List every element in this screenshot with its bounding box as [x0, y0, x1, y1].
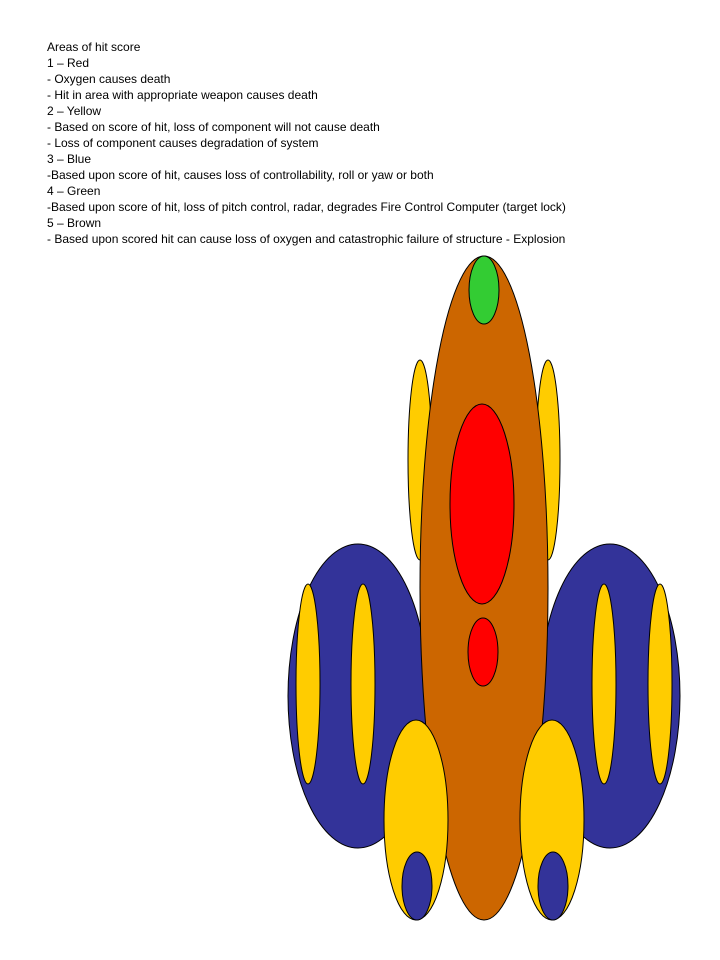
legend-line-brown-explosion: - Based upon scored hit can cause loss of oxygen and catastrophic failure of structure - Explosion: [47, 232, 566, 246]
green-nose: [469, 256, 499, 324]
legend-line-yellow-degradation: - Loss of component causes degradation of system: [47, 136, 319, 150]
red-cockpit-zone: [450, 404, 514, 604]
red-small-zone: [468, 618, 498, 686]
legend-title: Areas of hit score: [47, 40, 141, 54]
legend-line-brown-heading: 5 – Brown: [47, 216, 102, 230]
left-blue-nozzle: [402, 852, 432, 920]
legend-line-blue-heading: 3 – Blue: [47, 152, 92, 166]
right-blue-nozzle: [538, 852, 568, 920]
legend-line-blue-controllability: -Based upon score of hit, causes loss of controllability, roll or yaw or both: [47, 168, 434, 182]
legend-line-red-oxygen: - Oxygen causes death: [47, 72, 171, 86]
legend-line-yellow-component: - Based on score of hit, loss of component will not cause death: [47, 120, 380, 134]
legend-line-yellow-heading: 2 – Yellow: [47, 104, 102, 118]
left-pod-outer-yellow-strip: [296, 584, 320, 784]
right-pod-inner-yellow-strip: [592, 584, 616, 784]
legend-line-green-heading: 4 – Green: [47, 184, 101, 198]
left-pod-inner-yellow-strip: [351, 584, 375, 784]
legend-line-red-heading: 1 – Red: [47, 56, 90, 70]
right-pod-outer-yellow-strip: [648, 584, 672, 784]
legend-line-green-pitch: -Based upon score of hit, loss of pitch control, radar, degrades Fire Control Computer (target lock): [47, 200, 566, 214]
legend-line-red-weapon: - Hit in area with appropriate weapon causes death: [47, 88, 318, 102]
